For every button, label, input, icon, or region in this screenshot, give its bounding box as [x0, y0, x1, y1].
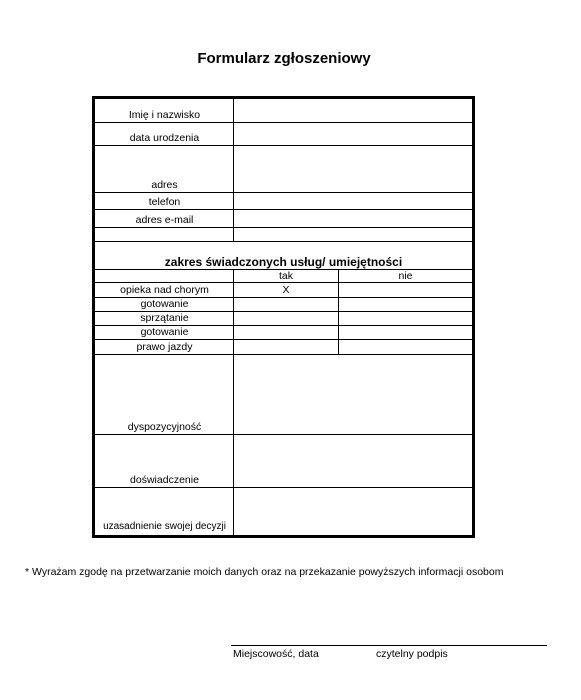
place-date-label: Miejscowość, data	[233, 648, 319, 660]
address-label: adres	[151, 179, 178, 191]
row-address[interactable]	[95, 146, 472, 193]
skill-label: gotowanie	[140, 326, 189, 338]
skill-row[interactable]	[95, 312, 472, 326]
row-email[interactable]	[95, 210, 472, 228]
skill-row[interactable]	[95, 298, 472, 312]
skills-heading: zakres świadczonych usług/ umiejętności	[164, 255, 403, 269]
col-no-header: nie	[398, 270, 413, 282]
col-yes-header: tak	[278, 270, 293, 282]
row-experience[interactable]	[95, 435, 472, 488]
skill-row[interactable]	[95, 283, 472, 298]
application-form-table	[92, 96, 475, 538]
form-title: Formularz zgłoszeniowy	[197, 50, 371, 67]
name-label: Imię i nazwisko	[128, 109, 201, 121]
skill-label: gotowanie	[140, 298, 189, 310]
skill-row[interactable]	[95, 340, 472, 355]
skill-label: sprzątanie	[140, 312, 189, 324]
justification-label: uzasadnienie swojej decyzji	[103, 521, 226, 532]
skill-label: prawo jazdy	[136, 341, 193, 353]
consent-statement: * Wyrażam zgodę na przetwarzanie moich danych oraz na przekazanie powyższych informacji osobom	[25, 566, 504, 578]
row-spacer	[95, 228, 472, 242]
skills-heading-row	[95, 242, 472, 270]
email-label: adres e-mail	[135, 214, 194, 226]
row-birth-date[interactable]	[95, 123, 472, 146]
skill-label: opieka nad chorym	[120, 284, 209, 296]
birth-date-label: data urodzenia	[129, 132, 200, 144]
row-phone[interactable]	[95, 193, 472, 210]
skills-header-row	[95, 270, 472, 283]
row-availability[interactable]	[95, 355, 472, 435]
skill-yes-cell[interactable]: X	[282, 284, 290, 296]
phone-label: telefon	[148, 196, 181, 208]
signature-line[interactable]	[231, 645, 547, 646]
row-name[interactable]	[95, 99, 472, 123]
skill-row[interactable]	[95, 326, 472, 340]
experience-label: doświadczenie	[130, 474, 199, 486]
availability-label: dyspozycyjność	[127, 421, 202, 433]
signature-label: czytelny podpis	[376, 648, 448, 660]
row-justification[interactable]	[95, 488, 472, 535]
